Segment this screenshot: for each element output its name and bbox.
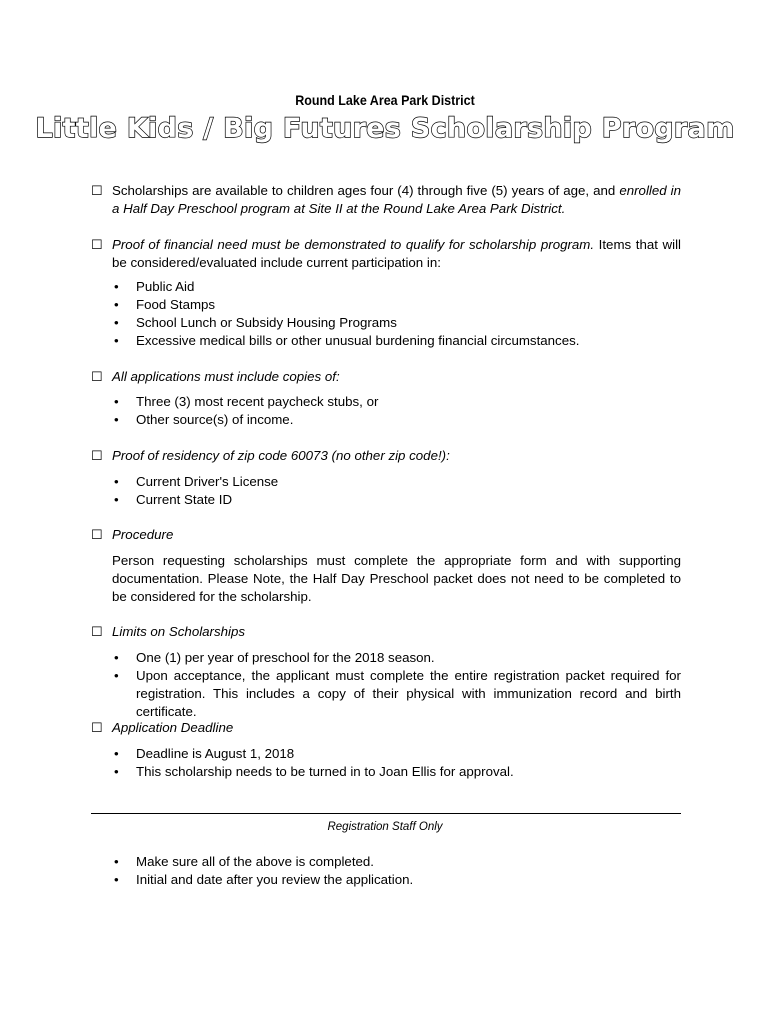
- list-item: [91, 649, 681, 667]
- list-item: [91, 296, 681, 314]
- deadline-heading: Application Deadline: [112, 720, 234, 735]
- financial-need-plain: Items that will be considered/evaluated include current participation in:: [112, 237, 681, 270]
- procedure-body: Person requesting scholarships must complete the appropriate form and with supporting documentation. Please Note, the Half Day Preschool packet does not need to be completed to be considered for the scholarship.: [112, 553, 681, 604]
- bullet-icon: •: [114, 872, 119, 887]
- list-item-text: One (1) per year of preschool for the 2018 season.: [136, 650, 435, 665]
- list-item: [91, 871, 681, 889]
- applications-section: [91, 368, 681, 429]
- residency-section: [91, 447, 681, 509]
- divider: [91, 813, 681, 814]
- applications-heading: All applications must include copies of:: [112, 369, 340, 384]
- list-item-text: This scholarship needs to be turned in to Joan Ellis for approval.: [136, 764, 514, 779]
- list-item: [91, 411, 681, 429]
- procedure-section: [91, 526, 681, 606]
- limits-list: [91, 649, 681, 721]
- deadline-list: [91, 745, 681, 781]
- checkbox-icon[interactable]: ☐: [91, 183, 103, 198]
- financial-need-section: [91, 236, 681, 350]
- bullet-icon: •: [114, 279, 119, 294]
- checkbox-icon[interactable]: ☐: [91, 624, 103, 639]
- bullet-icon: •: [114, 764, 119, 779]
- checkbox-icon[interactable]: ☐: [91, 448, 103, 463]
- list-item: [91, 745, 681, 763]
- list-item-text: School Lunch or Subsidy Housing Programs: [136, 315, 397, 330]
- financial-need-italic: Proof of financial need must be demonstrated to qualify for scholarship program.: [112, 237, 595, 252]
- list-item-text: Three (3) most recent paycheck stubs, or: [136, 394, 379, 409]
- eligibility-italic: enrolled in a Half Day Preschool program at Site II at the Round Lake Area Park District.: [112, 183, 681, 216]
- list-item-text: Public Aid: [136, 279, 195, 294]
- bullet-icon: •: [114, 854, 119, 869]
- eligibility-section: [91, 182, 681, 218]
- bullet-icon: •: [114, 412, 119, 427]
- staff-only-label: Registration Staff Only: [327, 821, 443, 833]
- applications-list: [91, 393, 681, 429]
- program-title: Little Kids / Big Futures Scholarship Program: [35, 113, 735, 144]
- staff-list: [91, 853, 681, 889]
- financial-need-list: [91, 278, 681, 350]
- limits-heading: Limits on Scholarships: [112, 624, 246, 639]
- list-item-text: Current State ID: [136, 492, 233, 507]
- bullet-icon: •: [114, 650, 119, 665]
- list-item-text: Current Driver's License: [136, 474, 279, 489]
- bullet-icon: •: [114, 333, 119, 348]
- list-item-text: Initial and date after you review the application.: [136, 872, 414, 887]
- residency-list: [91, 473, 681, 509]
- list-item: [91, 667, 681, 721]
- bullet-icon: •: [114, 746, 119, 761]
- list-item-text: Deadline is August 1, 2018: [136, 746, 295, 761]
- bullet-icon: •: [114, 297, 119, 312]
- staff-section: [91, 853, 681, 889]
- list-item: [91, 314, 681, 332]
- bullet-icon: •: [114, 474, 119, 489]
- list-item: [91, 763, 681, 781]
- list-item: [91, 393, 681, 411]
- procedure-heading: Procedure: [112, 527, 174, 542]
- list-item-text: Make sure all of the above is completed.: [136, 854, 374, 869]
- deadline-section: [91, 719, 681, 781]
- checkbox-icon[interactable]: ☐: [91, 720, 103, 735]
- checkbox-icon[interactable]: ☐: [91, 237, 103, 252]
- list-item: [91, 332, 681, 350]
- bullet-icon: •: [114, 668, 119, 683]
- bullet-icon: •: [114, 315, 119, 330]
- eligibility-text: [112, 182, 681, 218]
- checkbox-icon[interactable]: ☐: [91, 369, 103, 384]
- bullet-icon: •: [114, 394, 119, 409]
- list-item: [91, 491, 681, 509]
- list-item-text: Food Stamps: [136, 297, 216, 312]
- list-item-text: Upon acceptance, the applicant must complete the entire registration packet required for registration. This includes a copy of their physical with immunization record and birth certificate.: [136, 668, 681, 719]
- organization-name: Round Lake Area Park District: [295, 93, 475, 108]
- financial-need-text: [112, 236, 681, 272]
- list-item-text: Other source(s) of income.: [136, 412, 294, 427]
- list-item: [91, 278, 681, 296]
- residency-heading: Proof of residency of zip code 60073 (no other zip code!):: [112, 448, 450, 463]
- list-item-text: Excessive medical bills or other unusual burdening financial circumstances.: [136, 333, 580, 348]
- eligibility-plain: Scholarships are available to children ages four (4) through five (5) years of age, and: [112, 183, 620, 198]
- list-item: [91, 473, 681, 491]
- checkbox-icon[interactable]: ☐: [91, 527, 103, 542]
- list-item: [91, 853, 681, 871]
- bullet-icon: •: [114, 492, 119, 507]
- limits-section: [91, 623, 681, 721]
